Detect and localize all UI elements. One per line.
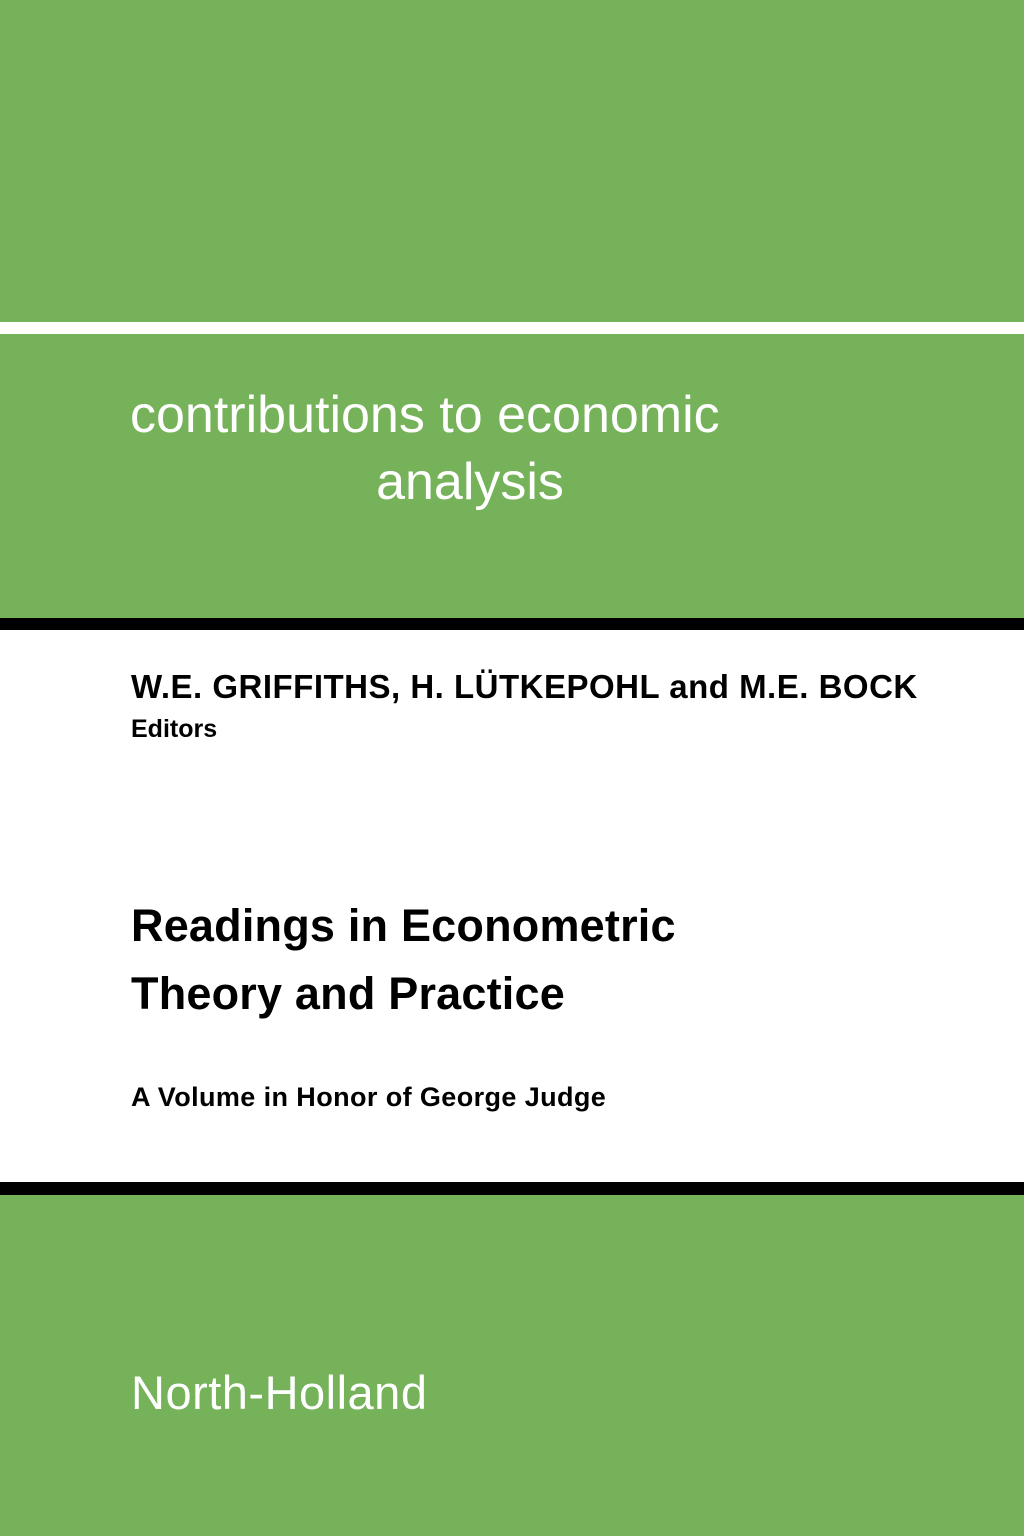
series-title-line2: analysis (376, 452, 564, 511)
divider-rule-bottom (0, 1182, 1024, 1195)
editors-names: W.E. GRIFFITHS, H. LÜTKEPOHL and M.E. BOCK (131, 668, 918, 705)
series-title-line1: contributions to economic (130, 386, 720, 444)
book-title (131, 892, 931, 1027)
publisher-name: North-Holland (131, 1366, 428, 1419)
top-green-band (0, 0, 1024, 322)
bottom-green-band (0, 1195, 1024, 1536)
title-area (0, 630, 1024, 1182)
series-band (0, 334, 1024, 618)
divider-rule-top (0, 618, 1024, 630)
book-subtitle: A Volume in Honor of George Judge (131, 1082, 607, 1112)
series-title (130, 382, 890, 515)
white-separator-stripe (0, 322, 1024, 334)
editors-label: Editors (131, 715, 218, 743)
book-title-line1: Readings in Econometric (131, 900, 676, 951)
book-title-line2: Theory and Practice (131, 967, 565, 1019)
